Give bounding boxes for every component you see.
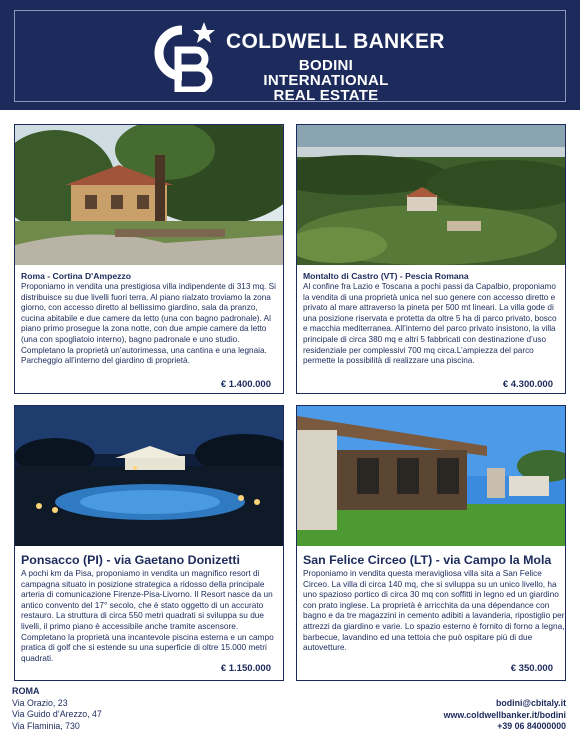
- listing-photo: [297, 125, 565, 265]
- listing-title: Roma - Cortina D'Ampezzo: [21, 271, 131, 281]
- contact-phone[interactable]: +39 06 84000000: [497, 721, 566, 732]
- listing-price: € 4.300.000: [502, 379, 553, 390]
- listing-photo: [15, 406, 283, 546]
- listing-photo: [15, 125, 283, 265]
- listing-card[interactable]: [14, 124, 284, 394]
- listing-description: Proponiamo in vendita una prestigiosa villa indipendente di 313 mq. Si distribuisce su due livelli fuori terra. Al piano rialzato troviamo la zona giorno, con accesso diretto al bellissimo giardino, sala da pranzo, cucina abitabile e due camere da letto (una con bagno padronale). Al piano primo prosegue la zona notte, con due ampie camere da letto (una con spogliatoio interno), bagno padronale e uno studio. Completano la proprietà un’autorimessa, una cantina e una legnaia. Parcheggio all’interno del giardino di proprietà.: [21, 282, 276, 366]
- brand-name: COLDWELL BANKER: [226, 30, 445, 53]
- listing-price: € 1.150.000: [220, 663, 271, 674]
- office-address: Via Flaminia, 730: [12, 720, 80, 731]
- listing-description: A pochi km da Pisa, proponiamo in vendita un magnifico resort di campagna situato in posizione strategica a ridosso della principale arteria di comunicazione Firenze-Pisa-Livorno. Il Resort nasce da un antico convento del 17° secolo, che è stato oggetto di un accurato restauro. La struttura di circa 550 metri quadrati si sviluppa su due livelli, il primo piano è accessibile anche tramite ascensore. Completano la proprietà una incantevole piscina esterna e un campo pratica di golf che si estende su una superficie di oltre 15.000 metri quadrati.: [21, 568, 274, 663]
- listing-price: € 350.000: [510, 663, 553, 674]
- listing-title: San Felice Circeo (LT) - via Campo la Mola: [303, 553, 552, 567]
- contact-website[interactable]: www.coldwellbanker.it/bodini: [443, 709, 566, 720]
- listing-card[interactable]: [14, 405, 284, 681]
- listing-description: Al confine fra Lazio e Toscana a pochi passi da Capalbio, proponiamo la vendita di una proprietà unica nel suo genere con accesso diretto e privato al mare attraverso la pineta per 500 mt lineari. La villa gode di una posizione riservata e protetta da oltre 5 ha di parco privato, bosco e macchia mediterranea. All’interno del parco privato insistono, la villa principale di circa 380 mq e altri 5 fabbricati con destinazione d’uso residenziale per complessivi 700 mq circa.L’ampiezza del parco permette la possibilità di realizzare una piscina.: [303, 282, 557, 366]
- listing-card[interactable]: [296, 405, 566, 681]
- brand-subtitle-line1: BODINI INTERNATIONAL: [263, 57, 389, 89]
- listing-title: Montalto di Castro (VT) - Pescia Romana: [303, 271, 469, 281]
- listing-photo: [297, 406, 565, 546]
- office-address: Via Orazio, 23: [12, 697, 68, 708]
- office-city: ROMA: [12, 686, 40, 696]
- contact-info: [444, 698, 566, 733]
- contact-email[interactable]: bodini@cbitaly.it: [496, 698, 566, 708]
- brand-subtitle: [238, 58, 414, 103]
- cb-star-logo-icon: [152, 20, 220, 92]
- office-address: Via Guido d’Arezzo, 47: [12, 709, 102, 720]
- header-banner: [0, 0, 580, 110]
- listing-card[interactable]: [296, 124, 566, 394]
- office-addresses: [12, 686, 102, 732]
- brand-subtitle-line2: REAL ESTATE: [273, 87, 379, 104]
- listing-title: Ponsacco (PI) - via Gaetano Donizetti: [21, 553, 240, 567]
- listing-price: € 1.400.000: [220, 379, 271, 390]
- listing-description: Proponiamo in vendita questa meravigliosa villa sita a San Felice Circeo. La villa di circa 140 mq, che si sviluppa su un unico livello, ha uno spazioso portico di circa 30 mq con soffitti in legno ed un giardino con prato inglese. La proprietà è arricchita da una dépendance con bagno e da tre magazzini in cemento adibiti a lavanderia, ripostiglio per attrezzi da giardino e varie. Lo spazio esterno è fornito di forno a legna, barbecue, lavandino ed una tettoia che può ospitare più di due autovetture.: [303, 568, 565, 653]
